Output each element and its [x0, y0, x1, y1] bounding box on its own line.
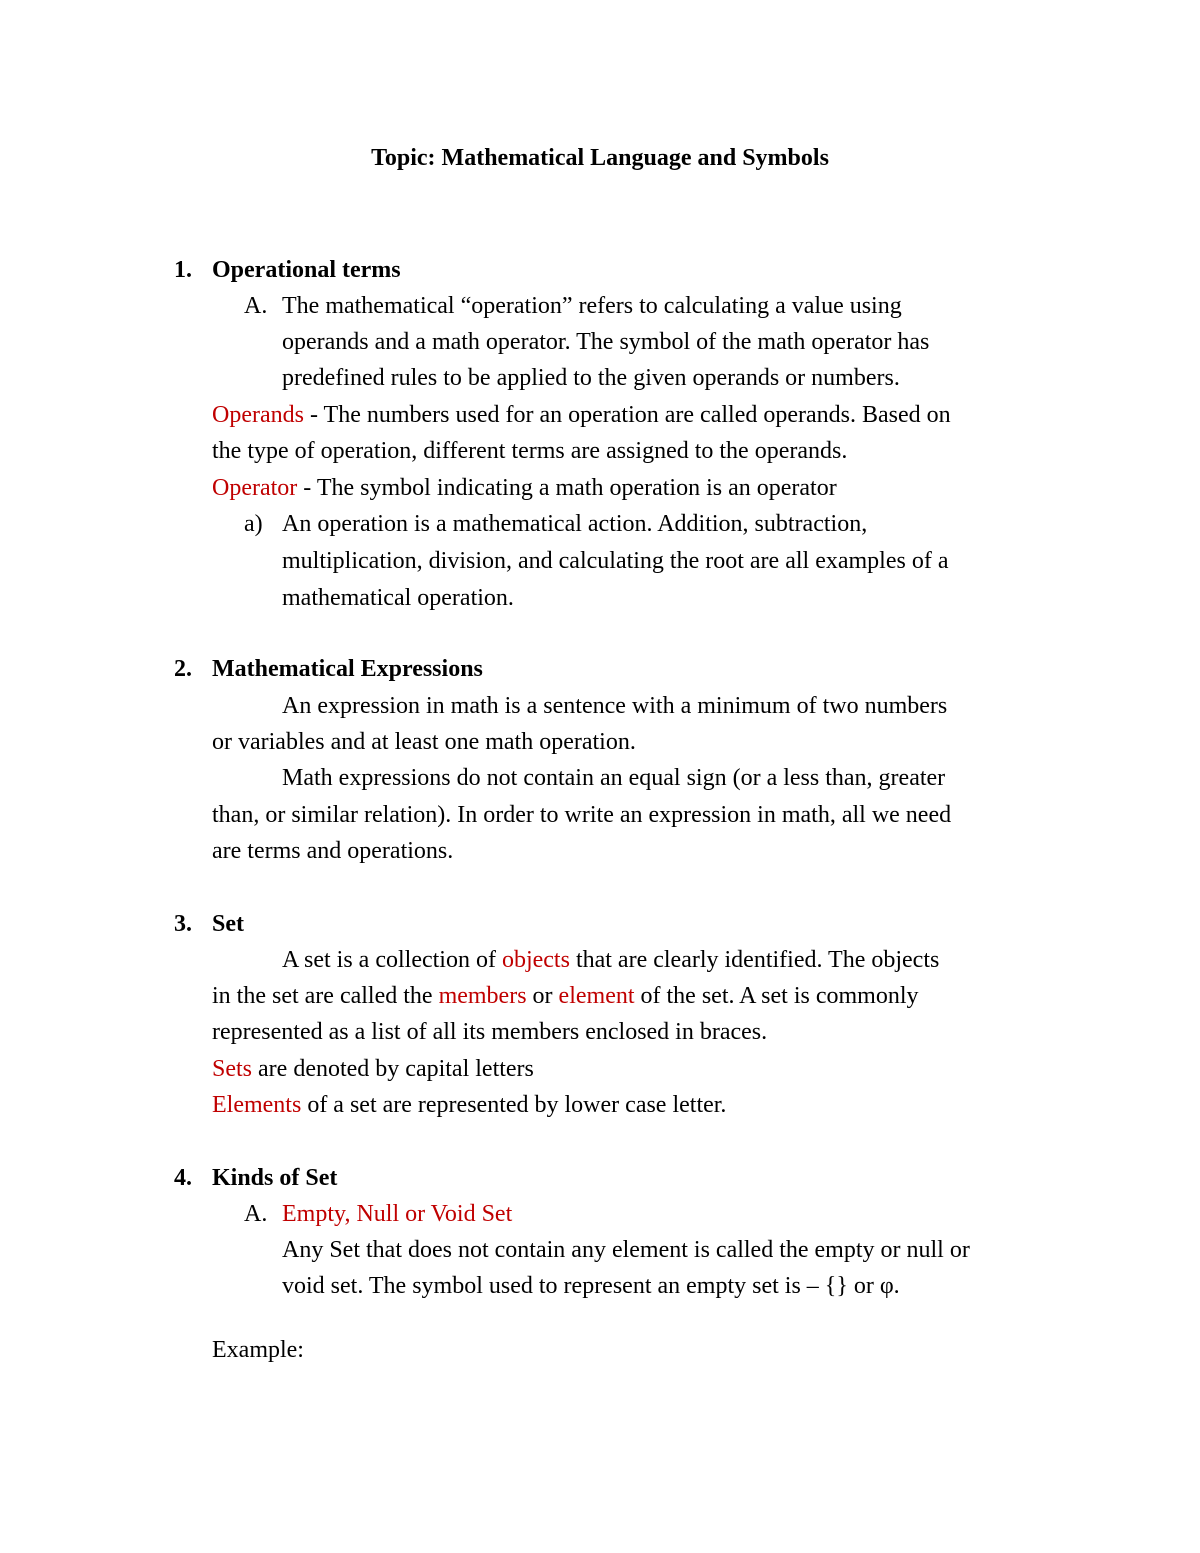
section-2-line-2: or variables and at least one math operation.	[212, 729, 636, 755]
section-2-line-1: An expression in math is a sentence with a minimum of two numbers	[282, 693, 948, 719]
section-4-item-line-1: Any Set that does not contain any element is called the empty or null or	[282, 1237, 970, 1263]
item-text: The mathematical “operation” refers to calculating a value using	[282, 293, 902, 319]
section-1-item-line-2: operands and a math operator. The symbol of the math operator has	[282, 329, 930, 355]
operands-definition-line-2: the type of operation, different terms are assigned to the operands.	[212, 438, 848, 464]
section-number: 1.	[174, 257, 192, 283]
operator-definition	[212, 470, 837, 506]
members-term: members	[438, 983, 527, 1009]
item-letter: A.	[244, 293, 268, 319]
section-heading-text: Kinds of Set	[212, 1165, 338, 1191]
sub-item-line-1	[244, 506, 867, 542]
elements-definition-text: of a set are represented by lower case letter.	[301, 1092, 727, 1118]
section-4-item-title	[244, 1196, 512, 1232]
text-segment: of the set. A set is commonly	[634, 983, 919, 1009]
text-segment: in the set are called the	[212, 983, 439, 1009]
objects-term: objects	[501, 947, 570, 973]
empty-set-title: Empty, Null or Void Set	[282, 1201, 513, 1227]
sub-item-line-3: mathematical operation.	[282, 585, 514, 611]
section-1-heading	[174, 252, 401, 288]
sub-item-line-2: multiplication, division, and calculating the root are all examples of a	[282, 548, 949, 574]
section-2-line-5: are terms and operations.	[212, 838, 454, 864]
text-segment: or	[526, 983, 559, 1009]
elements-term: Elements	[212, 1092, 302, 1118]
section-3-line-3: represented as a list of all its members enclosed in braces.	[212, 1019, 768, 1045]
section-3-line-1	[282, 942, 939, 978]
section-3-line-2	[212, 978, 919, 1014]
sets-term: Sets	[212, 1056, 253, 1082]
section-2-line-4: than, or similar relation). In order to write an expression in math, all we need	[212, 802, 952, 828]
page-title: Topic: Mathematical Language and Symbols	[371, 145, 829, 171]
sets-definition-text: are denoted by capital letters	[252, 1056, 534, 1082]
section-4-heading	[174, 1160, 337, 1196]
text-segment: A set is a collection of	[282, 947, 502, 973]
section-number: 4.	[174, 1165, 192, 1191]
operator-term: Operator	[212, 475, 298, 501]
section-1-item-line-3: predefined rules to be applied to the given operands or numbers.	[282, 365, 900, 391]
section-4-item-line-2: void set. The symbol used to represent an empty set is – {} or φ.	[282, 1273, 900, 1299]
section-2-line-3: Math expressions do not contain an equal sign (or a less than, greater	[282, 765, 946, 791]
section-2-heading	[174, 651, 483, 687]
section-heading-text: Mathematical Expressions	[212, 656, 483, 682]
sets-definition	[212, 1051, 534, 1087]
operands-definition-line-1	[212, 397, 951, 433]
operands-definition: - The numbers used for an operation are called operands. Based on	[303, 402, 951, 428]
section-number: 2.	[174, 656, 192, 682]
operands-term: Operands	[212, 402, 304, 428]
section-heading-text: Operational terms	[212, 257, 401, 283]
element-term: element	[558, 983, 635, 1009]
operator-definition-text: - The symbol indicating a math operation is an operator	[297, 475, 837, 501]
section-3-heading	[174, 906, 244, 942]
section-1-item-line-1	[244, 288, 902, 324]
section-number: 3.	[174, 911, 192, 937]
example-label: Example:	[212, 1337, 304, 1363]
sub-item-letter: a)	[244, 511, 263, 537]
section-heading-text: Set	[212, 911, 244, 937]
sub-item-text: An operation is a mathematical action. Addition, subtraction,	[282, 511, 868, 537]
elements-definition	[212, 1087, 726, 1123]
text-segment: that are clearly identified. The objects	[569, 947, 940, 973]
item-letter: A.	[244, 1201, 268, 1227]
